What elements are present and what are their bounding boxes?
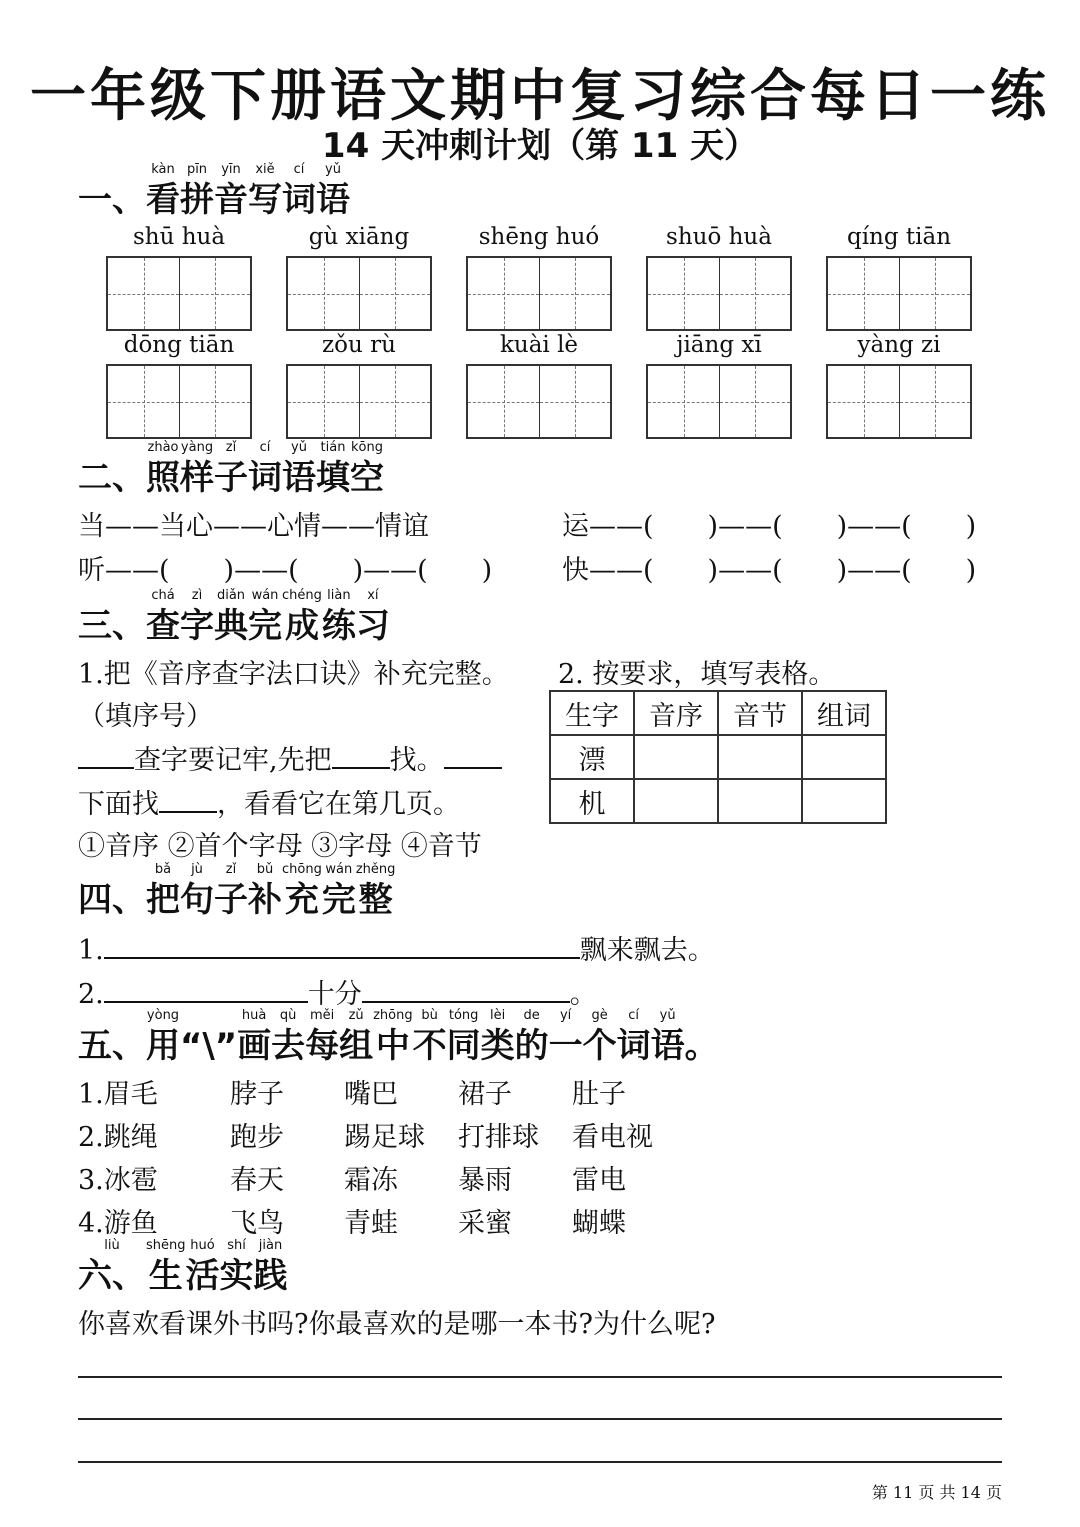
pinyin-annotation: yí bbox=[559, 1008, 572, 1023]
pinyin-annotation: shēng bbox=[146, 1238, 186, 1253]
heading-char bbox=[180, 438, 214, 498]
word-item[interactable]: 雷电 bbox=[572, 1165, 626, 1196]
pinyin-annotation: yǔ bbox=[659, 1008, 676, 1023]
word-item[interactable]: 打排球 bbox=[458, 1122, 539, 1153]
heading-hanzi: 习 bbox=[355, 606, 390, 646]
pinyin-annotation: xiě bbox=[255, 162, 275, 177]
sentence-ending: 飘来飘去。 bbox=[579, 935, 715, 966]
answer-line[interactable] bbox=[78, 1461, 1002, 1463]
word-item[interactable]: 蝴蝶 bbox=[572, 1208, 626, 1239]
pinyin-annotation: pīn bbox=[186, 162, 208, 177]
writing-box[interactable] bbox=[826, 256, 972, 331]
pinyin-label: yàng zi bbox=[857, 332, 941, 358]
word-group-row bbox=[78, 1072, 692, 1115]
section2-heading bbox=[78, 438, 384, 498]
heading-char bbox=[180, 160, 214, 220]
pinyin-row-2 bbox=[106, 332, 972, 358]
page-title: 一年级下册语文期中复习综合每日一练 bbox=[30, 64, 1050, 129]
heading-hanzi: 词 bbox=[282, 180, 316, 220]
heading-char bbox=[617, 1006, 651, 1066]
heading-char bbox=[146, 1006, 180, 1066]
sentence-1 bbox=[78, 928, 715, 967]
heading-char bbox=[146, 438, 180, 498]
heading-hanzi: 写 bbox=[248, 180, 282, 220]
pinyin-label: gù xiāng bbox=[308, 224, 410, 250]
sentence-ending: 。 bbox=[569, 979, 597, 1010]
tian-grid-row-1 bbox=[106, 256, 972, 331]
table-row bbox=[550, 735, 886, 779]
pinyin-annotation: yǔ bbox=[325, 162, 341, 177]
example-word-chain: 当——当心——心情——情谊 bbox=[78, 511, 429, 542]
heading-char bbox=[248, 438, 282, 498]
heading-hanzi: 活 bbox=[185, 1256, 220, 1296]
word-item[interactable]: 春天 bbox=[230, 1165, 284, 1196]
section3-heading bbox=[78, 586, 390, 646]
table-cell-blank[interactable] bbox=[634, 735, 718, 779]
q1-text: 下面找 bbox=[78, 789, 159, 820]
heading-char bbox=[316, 160, 350, 220]
heading-hanzi: 每 bbox=[305, 1026, 340, 1066]
pinyin-annotation: zǐ bbox=[225, 440, 237, 455]
pinyin-annotation: zì bbox=[191, 588, 203, 603]
word-item[interactable]: 跑步 bbox=[230, 1122, 284, 1153]
heading-char bbox=[322, 860, 356, 920]
pinyin-annotation: qù bbox=[279, 1008, 297, 1023]
heading-hanzi: 把 bbox=[146, 880, 180, 920]
heading-hanzi: 词 bbox=[616, 1026, 651, 1066]
word-item[interactable]: 4.游鱼 bbox=[78, 1208, 158, 1239]
word-item[interactable]: 裙子 bbox=[458, 1079, 512, 1110]
word-groups bbox=[78, 1072, 692, 1244]
heading-hanzi: 的 bbox=[514, 1026, 549, 1066]
word-item[interactable]: 飞鸟 bbox=[230, 1208, 284, 1239]
heading-hanzi: 完 bbox=[248, 606, 282, 646]
heading-char bbox=[447, 1006, 481, 1066]
section-title bbox=[146, 160, 350, 220]
writing-box[interactable] bbox=[646, 364, 792, 439]
table-cell-blank[interactable] bbox=[718, 735, 802, 779]
heading-hanzi: 样 bbox=[180, 458, 214, 498]
table-cell-blank[interactable] bbox=[802, 779, 886, 823]
heading-char bbox=[481, 1006, 515, 1066]
word-item[interactable]: 2.跳绳 bbox=[78, 1122, 158, 1153]
word-item[interactable]: 踢足球 bbox=[344, 1122, 425, 1153]
word-item[interactable]: 1.眉毛 bbox=[78, 1079, 158, 1110]
heading-char bbox=[180, 1006, 237, 1066]
heading-char bbox=[282, 586, 322, 646]
pinyin-label: shū huà bbox=[132, 224, 226, 250]
heading-hanzi: “\” bbox=[180, 1026, 238, 1066]
heading-hanzi: 音 bbox=[214, 180, 248, 220]
section-number: 三、 bbox=[78, 606, 146, 646]
heading-hanzi: 。 bbox=[684, 1026, 719, 1066]
heading-hanzi: 拼 bbox=[180, 180, 214, 220]
heading-hanzi: 用 bbox=[146, 1026, 180, 1066]
heading-hanzi: 句 bbox=[180, 880, 214, 920]
heading-hanzi: 子 bbox=[214, 458, 248, 498]
heading-hanzi: 典 bbox=[214, 606, 248, 646]
table-header-row bbox=[550, 691, 886, 735]
pinyin-annotation: bǔ bbox=[256, 862, 274, 877]
pinyin-annotation: yàng bbox=[180, 440, 214, 455]
pinyin-annotation: yǔ bbox=[291, 440, 307, 455]
heading-char bbox=[220, 1236, 254, 1296]
q1-text: ，看看它在第几页。 bbox=[217, 789, 460, 820]
word-item[interactable]: 看电视 bbox=[572, 1122, 653, 1153]
heading-char bbox=[248, 860, 282, 920]
heading-hanzi: 语 bbox=[650, 1026, 685, 1066]
writing-box[interactable] bbox=[106, 364, 252, 439]
tian-grid-row-2 bbox=[106, 364, 972, 439]
pinyin-annotation: shí bbox=[227, 1238, 246, 1253]
section-title bbox=[146, 586, 390, 646]
word-chain-question[interactable]: 快——( )——( )——( ) bbox=[562, 555, 977, 586]
word-item[interactable]: 嘴巴 bbox=[344, 1079, 398, 1110]
pinyin-annotation: chá bbox=[151, 588, 175, 603]
page-subtitle: 14 天冲刺计划（第 11 天） bbox=[321, 126, 759, 166]
heading-char bbox=[356, 586, 390, 646]
heading-hanzi: 练 bbox=[321, 606, 356, 646]
pinyin-annotation: gè bbox=[591, 1008, 608, 1023]
heading-char bbox=[214, 586, 248, 646]
pinyin-annotation: cí bbox=[259, 440, 271, 455]
answer-blank[interactable] bbox=[104, 931, 580, 959]
table-header: 音节 bbox=[718, 691, 802, 735]
pinyin-annotation: de bbox=[523, 1008, 540, 1023]
section-number: 四、 bbox=[78, 880, 146, 920]
practice-question: 你喜欢看课外书吗?你最喜欢的是哪一本书?为什么呢? bbox=[78, 1309, 716, 1340]
pinyin-annotation: chōng bbox=[282, 862, 322, 877]
table-cell-blank[interactable] bbox=[802, 735, 886, 779]
heading-char bbox=[180, 860, 214, 920]
section5-heading bbox=[78, 1006, 719, 1066]
pinyin-annotation: jiàn bbox=[258, 1238, 283, 1253]
heading-char bbox=[350, 438, 384, 498]
heading-hanzi: 补 bbox=[248, 880, 282, 920]
heading-char bbox=[248, 586, 282, 646]
heading-hanzi: 语 bbox=[316, 180, 350, 220]
heading-char bbox=[651, 1006, 685, 1066]
heading-hanzi: 一 bbox=[548, 1026, 583, 1066]
pinyin-label: dōng tiān bbox=[123, 332, 235, 358]
pinyin-annotation: tián bbox=[320, 440, 346, 455]
pinyin-annotation: kōng bbox=[351, 440, 383, 455]
q1-title: 1.把《音序查字法口诀》补充完整。 bbox=[78, 659, 509, 690]
section-title bbox=[146, 1236, 288, 1296]
pinyin-annotation: wán bbox=[251, 588, 279, 603]
pinyin-annotation: zhōng bbox=[373, 1008, 413, 1023]
word-chain-question[interactable]: 运——( )——( )——( ) bbox=[562, 511, 977, 542]
heading-hanzi: 照 bbox=[146, 458, 180, 498]
q1-line-1 bbox=[78, 738, 502, 777]
table-header: 组词 bbox=[802, 691, 886, 735]
heading-hanzi: 词 bbox=[248, 458, 282, 498]
answer-blank[interactable] bbox=[104, 975, 308, 1003]
lookup-table bbox=[549, 690, 887, 824]
word-group-row bbox=[78, 1115, 692, 1158]
section-number: 五、 bbox=[78, 1026, 146, 1066]
heading-hanzi: 中 bbox=[375, 1026, 410, 1066]
answer-blank[interactable] bbox=[362, 975, 570, 1003]
word-item[interactable]: 3.冰雹 bbox=[78, 1165, 158, 1196]
heading-char bbox=[316, 438, 350, 498]
heading-char bbox=[180, 586, 214, 646]
word-item[interactable]: 青蛙 bbox=[344, 1208, 398, 1239]
heading-hanzi: 字 bbox=[180, 606, 214, 646]
heading-hanzi: 看 bbox=[146, 180, 180, 220]
word-group-row bbox=[78, 1158, 692, 1201]
answer-blank[interactable] bbox=[78, 741, 134, 769]
pinyin-annotation: huà bbox=[241, 1008, 267, 1023]
heading-char bbox=[186, 1236, 220, 1296]
q1-line-2 bbox=[78, 782, 460, 821]
heading-char bbox=[549, 1006, 583, 1066]
heading-char bbox=[237, 1006, 271, 1066]
sentence-number: 1. bbox=[78, 935, 104, 966]
heading-hanzi: 空 bbox=[350, 458, 384, 498]
pinyin-label: kuài lè bbox=[499, 332, 579, 358]
heading-char bbox=[685, 1006, 719, 1066]
pinyin-annotation: liù bbox=[104, 1238, 120, 1253]
heading-char bbox=[248, 160, 282, 220]
writing-box[interactable] bbox=[286, 256, 432, 331]
section-number bbox=[78, 1236, 146, 1296]
pinyin-annotation: cí bbox=[293, 162, 305, 177]
section6-heading bbox=[78, 1236, 288, 1296]
heading-hanzi: 查 bbox=[146, 606, 180, 646]
heading-char bbox=[282, 438, 316, 498]
answer-blank[interactable] bbox=[159, 785, 217, 813]
writing-box[interactable] bbox=[646, 256, 792, 331]
sentence-number: 2. bbox=[78, 979, 104, 1010]
heading-char bbox=[282, 160, 316, 220]
section1-heading bbox=[78, 160, 350, 220]
heading-hanzi: 同 bbox=[446, 1026, 481, 1066]
heading-hanzi: 不 bbox=[412, 1026, 447, 1066]
writing-box[interactable] bbox=[826, 364, 972, 439]
heading-hanzi: 语 bbox=[282, 458, 316, 498]
pinyin-annotation: diǎn bbox=[216, 588, 246, 603]
heading-char bbox=[339, 1006, 373, 1066]
heading-char bbox=[356, 860, 396, 920]
heading-char bbox=[214, 438, 248, 498]
writing-box[interactable] bbox=[466, 256, 612, 331]
q2-title: 2. 按要求，填写表格。 bbox=[558, 659, 836, 690]
answer-line[interactable] bbox=[78, 1418, 1002, 1420]
pinyin-annotation: lèi bbox=[490, 1008, 506, 1023]
pinyin-annotation: wán bbox=[325, 862, 353, 877]
pinyin-annotation: tóng bbox=[448, 1008, 479, 1023]
section-number: 一、 bbox=[78, 180, 146, 220]
heading-hanzi: 完 bbox=[321, 880, 356, 920]
pinyin-annotation: zhào bbox=[147, 440, 179, 455]
heading-char bbox=[322, 586, 356, 646]
word-item[interactable]: 肚子 bbox=[572, 1079, 626, 1110]
heading-hanzi: 整 bbox=[358, 880, 393, 920]
pinyin-annotation: zǔ bbox=[348, 1008, 364, 1023]
heading-char bbox=[271, 1006, 305, 1066]
pinyin-annotation: jù bbox=[191, 862, 203, 877]
heading-char bbox=[413, 1006, 447, 1066]
heading-char bbox=[214, 860, 248, 920]
q1-note: （填序号） bbox=[78, 701, 213, 732]
pinyin-annotation: bù bbox=[421, 1008, 438, 1023]
section-number: 二、 bbox=[78, 458, 146, 498]
heading-hanzi: 子 bbox=[214, 880, 248, 920]
heading-hanzi: 践 bbox=[253, 1256, 288, 1296]
heading-char bbox=[146, 1236, 186, 1296]
word-item[interactable]: 采蜜 bbox=[458, 1208, 512, 1239]
word-item[interactable]: 霜冻 bbox=[344, 1165, 398, 1196]
pinyin-annotation: cí bbox=[628, 1008, 639, 1023]
heading-char bbox=[373, 1006, 413, 1066]
pinyin-annotation: yòng bbox=[146, 1008, 180, 1023]
heading-char bbox=[305, 1006, 339, 1066]
pinyin-label: shēng huó bbox=[478, 224, 600, 250]
heading-char bbox=[146, 860, 180, 920]
q1-text: 查字要记牢,先把 bbox=[134, 745, 332, 776]
answer-line[interactable] bbox=[78, 1376, 1002, 1378]
page-number: 第 11 页 共 14 页 bbox=[871, 1483, 1002, 1502]
section-title bbox=[146, 438, 384, 498]
section-title bbox=[146, 1006, 719, 1066]
pinyin-annotation: kàn bbox=[151, 162, 175, 177]
pinyin-annotation: bǎ bbox=[154, 862, 172, 877]
heading-hanzi: 画 bbox=[237, 1026, 272, 1066]
pinyin-annotation: zǐ bbox=[225, 862, 237, 877]
heading-hanzi: 填 bbox=[316, 458, 350, 498]
pinyin-annotation: xí bbox=[367, 588, 379, 603]
heading-char bbox=[282, 860, 322, 920]
heading-hanzi: 类 bbox=[480, 1026, 515, 1066]
section4-heading bbox=[78, 860, 395, 920]
table-cell-char: 漂 bbox=[550, 735, 634, 779]
heading-hanzi: 成 bbox=[284, 606, 319, 646]
heading-hanzi: 去 bbox=[271, 1026, 306, 1066]
writing-box[interactable] bbox=[466, 364, 612, 439]
sentence-middle: 十分 bbox=[307, 979, 362, 1010]
table-header: 音序 bbox=[634, 691, 718, 735]
writing-box[interactable] bbox=[106, 256, 252, 331]
heading-hanzi: 实 bbox=[219, 1256, 254, 1296]
pinyin-annotation: huó bbox=[190, 1238, 215, 1253]
writing-box[interactable] bbox=[286, 364, 432, 439]
table-cell-blank[interactable] bbox=[718, 779, 802, 823]
section-number-text: 六、 bbox=[78, 1256, 146, 1296]
heading-hanzi: 个 bbox=[582, 1026, 617, 1066]
pinyin-label: zǒu rù bbox=[322, 332, 396, 358]
pinyin-annotation: chéng bbox=[282, 588, 322, 603]
pinyin-annotation: měi bbox=[309, 1008, 335, 1023]
pinyin-annotation: yīn bbox=[221, 162, 241, 177]
table-cell-blank[interactable] bbox=[634, 779, 718, 823]
pinyin-annotation: zhěng bbox=[355, 862, 396, 877]
answer-blank[interactable] bbox=[332, 741, 390, 769]
answer-blank[interactable] bbox=[444, 741, 502, 769]
pinyin-label: shuō huà bbox=[666, 224, 772, 250]
table-header: 生字 bbox=[550, 691, 634, 735]
q1-options: ①音序 ②首个字母 ③字母 ④音节 bbox=[78, 831, 482, 862]
pinyin-row-1 bbox=[106, 224, 972, 250]
heading-char bbox=[214, 160, 248, 220]
pinyin-annotation: liàn bbox=[327, 588, 351, 603]
section-title bbox=[146, 860, 395, 920]
heading-char bbox=[515, 1006, 549, 1066]
table-cell-char: 机 bbox=[550, 779, 634, 823]
pinyin-label: jiāng xī bbox=[676, 332, 762, 358]
heading-hanzi: 充 bbox=[284, 880, 319, 920]
word-chain-question[interactable]: 听——( )——( )——( ) bbox=[78, 555, 493, 586]
pinyin-label: qíng tiān bbox=[846, 224, 952, 250]
heading-hanzi: 生 bbox=[148, 1256, 183, 1296]
table-row bbox=[550, 779, 886, 823]
word-item[interactable]: 脖子 bbox=[230, 1079, 284, 1110]
word-item[interactable]: 暴雨 bbox=[458, 1165, 512, 1196]
heading-char bbox=[146, 160, 180, 220]
heading-char bbox=[254, 1236, 288, 1296]
q1-text: 找。 bbox=[389, 745, 444, 776]
heading-char bbox=[583, 1006, 617, 1066]
heading-hanzi: 组 bbox=[339, 1026, 374, 1066]
heading-char bbox=[146, 586, 180, 646]
